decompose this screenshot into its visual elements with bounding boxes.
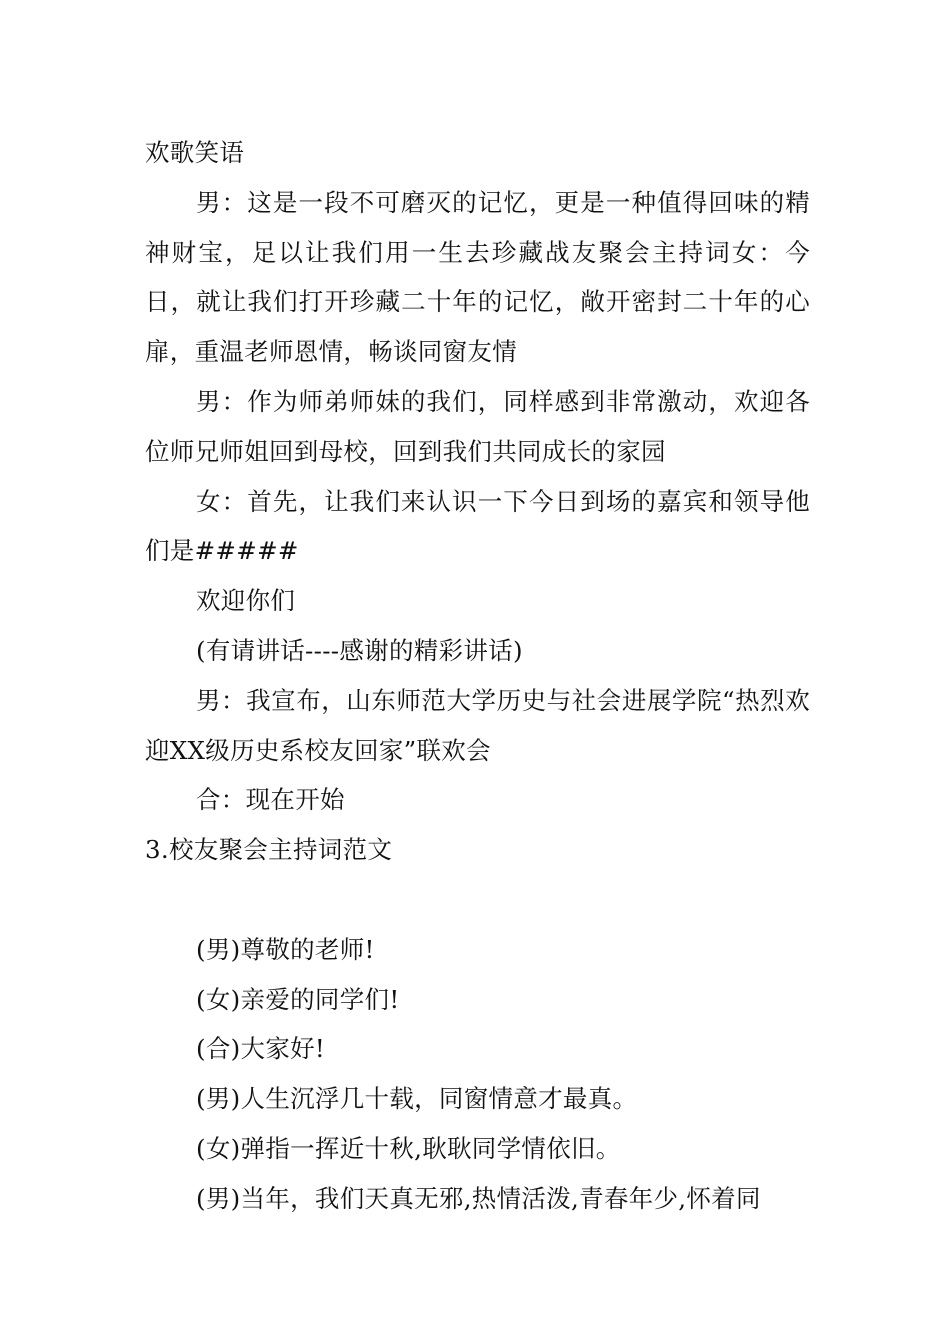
- paragraph-4: 女：首先，让我们来认识一下今日到场的嘉宾和领导他们是#####: [145, 486, 810, 566]
- section-heading: 3.校友聚会主持词范文: [145, 835, 393, 865]
- paragraph-3: 男：作为师弟师妹的我们，同样感到非常激动，欢迎各位师兄师姐回到母校，回到我们共同成长的家园: [145, 386, 810, 466]
- paragraph-10: (女)亲爱的同学们!: [196, 984, 400, 1014]
- paragraph-7: 男：我宣布，山东师范大学历史与社会进展学院“热烈欢迎XX级历史系校友回家”联欢会: [145, 685, 810, 765]
- paragraph-12: (男)人生沉浮几十载，同窗情意才最真。: [196, 1084, 638, 1114]
- paragraph-13: (女)弹指一挥近十秋,耿耿同学情依旧。: [196, 1133, 621, 1163]
- paragraph-1: 欢歌笑语: [145, 138, 245, 167]
- paragraph-5: 欢迎你们: [196, 586, 296, 616]
- paragraph-2: 男：这是一段不可磨灭的记忆，更是一种值得回味的精神财宝，足以让我们用一生去珍藏战友聚会主持词女：今日，就让我们打开珍藏二十年的记忆，敞开密封二十年的心扉，重温老师恩情，畅谈同窗友情: [145, 187, 810, 367]
- paragraph-14: (男)当年，我们天真无邪,热情活泼,青春年少,怀着同: [196, 1183, 761, 1213]
- document-body: [145, 128, 810, 1224]
- paragraph-8: 合：现在开始: [196, 785, 345, 815]
- blank-line: [145, 875, 810, 925]
- paragraph-6: (有请讲话----感谢的精彩讲话): [196, 635, 523, 665]
- paragraph-9: (男)尊敬的老师!: [196, 934, 375, 964]
- paragraph-11: (合)大家好!: [196, 1034, 326, 1064]
